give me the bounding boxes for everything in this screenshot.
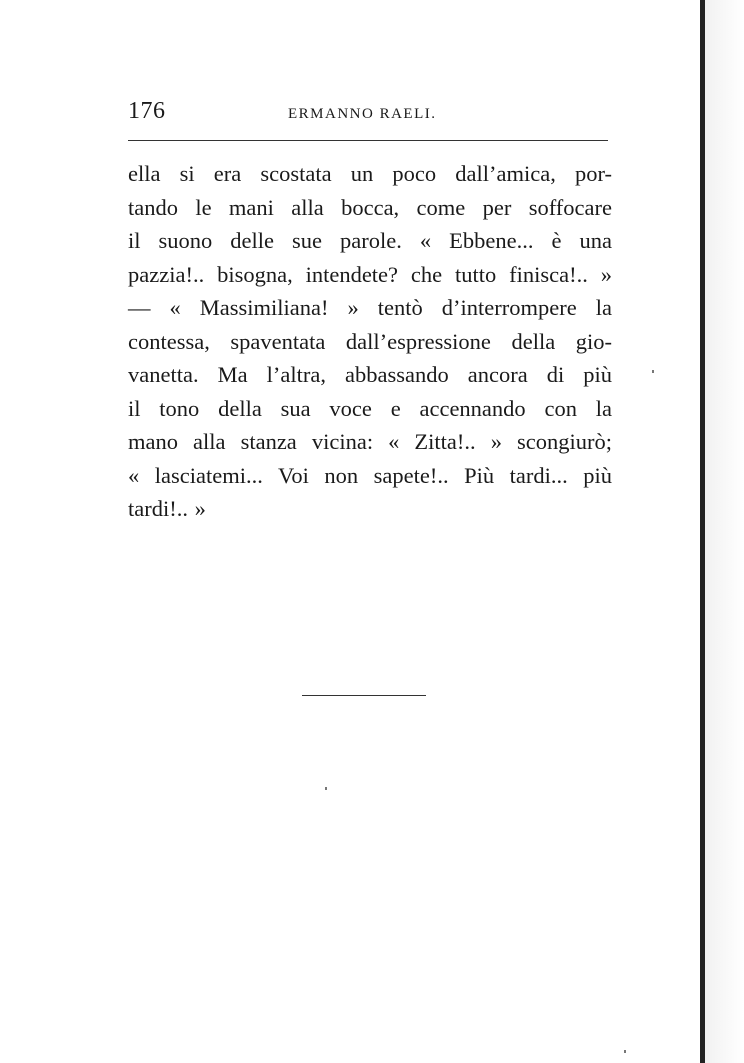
text-line: tando le mani alla bocca, come per soffocare bbox=[128, 194, 612, 220]
page-header bbox=[128, 98, 608, 132]
page-number: 176 bbox=[128, 98, 166, 124]
print-speck bbox=[325, 787, 327, 790]
section-end-rule bbox=[302, 695, 426, 696]
print-speck bbox=[652, 370, 654, 373]
running-head: ERMANNO RAELI. bbox=[288, 106, 437, 122]
header-rule bbox=[128, 140, 608, 141]
text-line: il suono delle sue parole. « Ebbene... è una bbox=[128, 228, 612, 253]
text-line: « lasciatemi... Voi non sapete!.. Più tardi... più bbox=[128, 462, 612, 488]
body-text bbox=[128, 157, 612, 526]
text-line: pazzia!.. bisogna, intendete? che tutto finisca!.. » bbox=[128, 261, 612, 287]
text-line: tardi!.. » bbox=[128, 496, 206, 521]
binding-shadow bbox=[705, 0, 744, 1063]
text-line: mano alla stanza vicina: « Zitta!.. » scongiurò; bbox=[128, 429, 612, 454]
text-line: ella si era scostata un poco dall’amica, por- bbox=[128, 161, 612, 186]
text-line: — « Massimiliana! » tentò d’interrompere la bbox=[128, 295, 612, 320]
text-line: vanetta. Ma l’altra, abbassando ancora di più bbox=[128, 362, 612, 387]
text-line: contessa, spaventata dall’espressione della gio- bbox=[128, 328, 612, 354]
print-speck bbox=[624, 1050, 626, 1053]
text-line: il tono della sua voce e accennando con la bbox=[128, 395, 612, 421]
